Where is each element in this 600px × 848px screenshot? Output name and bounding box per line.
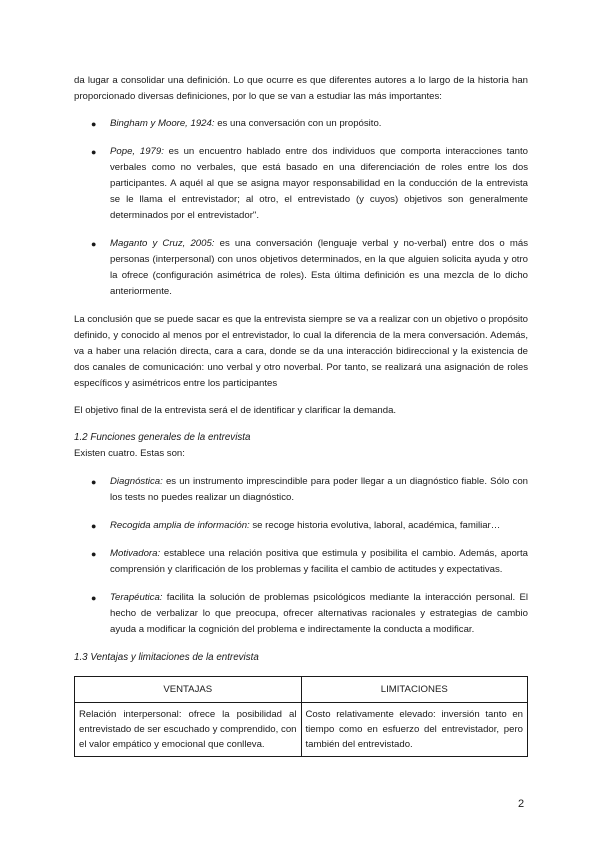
list-item: [74, 590, 528, 638]
function-term: Motivadora:: [110, 548, 161, 559]
header-ventajas: VENTAJAS: [75, 677, 302, 703]
definitions-list: [74, 116, 528, 300]
section-heading-1-2: 1.2 Funciones generales de la entrevista: [74, 432, 251, 443]
document-page: [74, 73, 528, 757]
bullet-icon: ●: [91, 147, 97, 157]
intro-paragraph: da lugar a consolidar una definición. Lo que ocurre es que diferentes autores a lo largo de la historia han proporcionado diversas definiciones, por lo que se van a estudiar las más importantes:: [74, 75, 528, 102]
list-item: [74, 236, 528, 300]
definition-author: Maganto y Cruz, 2005:: [110, 238, 215, 249]
objective-paragraph: El objetivo final de la entrevista será el de identificar y clarificar la demanda.: [74, 405, 397, 416]
header-limitaciones: LIMITACIONES: [301, 677, 528, 703]
bullet-icon: ●: [91, 549, 97, 559]
table-cell-limitaciones: Costo relativamente elevado: inversión tanto en tiempo como en esfuerzo del entrevistador, pero también del entrevistado.: [301, 703, 528, 757]
function-term: Diagnóstica:: [110, 476, 163, 487]
table-header-row: [75, 677, 528, 703]
page-number: 2: [518, 798, 525, 810]
function-term: Terapéutica:: [110, 592, 163, 603]
conclusion-paragraph: La conclusión que se puede sacar es que la entrevista siempre se va a realizar con un objetivo o propósito definido, y conocido al menos por el entrevistador, lo cual la diferencia de la mera conversación. Además, va a haber una relación directa, cara a cara, donde se da una interacción bidireccional y la existencia de dos canales de comunicación: uno verbal y otro noverbal. Por tanto, se realizará una asignación de roles específicos y asimétricos entre los participantes: [74, 314, 528, 389]
section-heading-1-3: 1.3 Ventajas y limitaciones de la entrevista: [74, 652, 259, 663]
list-item: [74, 518, 528, 534]
function-term: Recogida amplia de información:: [110, 520, 250, 531]
function-text: establece una relación positiva que estimula y posibilita el cambio. Además, aporta comprensión y clarificación de los problemas y facilita el cambio de actitudes y expectativas.: [110, 548, 528, 575]
function-text: facilita la solución de problemas psicológicos mediante la interacción personal. El hecho de verbalizar lo que preocupa, ofrecer alternativas racionales y estrategias de cambio ayuda a modificar la cognición del problema e indirectamente la conducta a modificar.: [110, 592, 528, 635]
bullet-icon: ●: [91, 119, 97, 129]
list-item: [74, 116, 528, 132]
section-1-2-intro: Existen cuatro. Estas son:: [74, 448, 185, 459]
list-item: [74, 474, 528, 506]
table-row: [75, 703, 528, 757]
definition-text: es una conversación (lenguaje verbal y no-verbal) entre dos o más personas (interpersonal) con unos objetivos determinados, en la que alguien solicita ayuda y otro la ofrece (configuración asimétrica de roles). Esta última definición es una mezcla de lo dicho anteriormente.: [110, 238, 528, 297]
table-cell-ventajas: Relación interpersonal: ofrece la posibilidad al entrevistado de ser escuchado y comprendido, con el valor empático y emocional que conlleva.: [75, 703, 302, 757]
advantages-limitations-table: [74, 676, 528, 757]
bullet-icon: ●: [91, 477, 97, 487]
list-item: [74, 144, 528, 224]
bullet-icon: ●: [91, 593, 97, 603]
list-item: [74, 546, 528, 578]
definition-text: es un encuentro hablado entre dos individuos que comporta interacciones tanto verbales como no verbales, que está basado en una diferenciación de roles entre los dos participantes. A aquél al que se asigna mayor responsabilidad en la conducción de la entrevista se le llama el entrevistador; al otro, el entrevistado (y cuyos) objetivos son generalmente determinados por el entrevistador".: [110, 146, 528, 221]
bullet-icon: ●: [91, 521, 97, 531]
function-text: es un instrumento imprescindible para poder llegar a un diagnóstico fiable. Sólo con los tests no puedes realizar un diagnóstico.: [110, 476, 528, 503]
functions-list: [74, 474, 528, 638]
definition-author: Pope, 1979:: [110, 146, 164, 157]
definition-text: es una conversación con un propósito.: [214, 118, 382, 129]
definition-author: Bingham y Moore, 1924:: [110, 118, 215, 129]
bullet-icon: ●: [91, 239, 97, 249]
function-text: se recoge historia evolutiva, laboral, académica, familiar…: [249, 520, 501, 531]
